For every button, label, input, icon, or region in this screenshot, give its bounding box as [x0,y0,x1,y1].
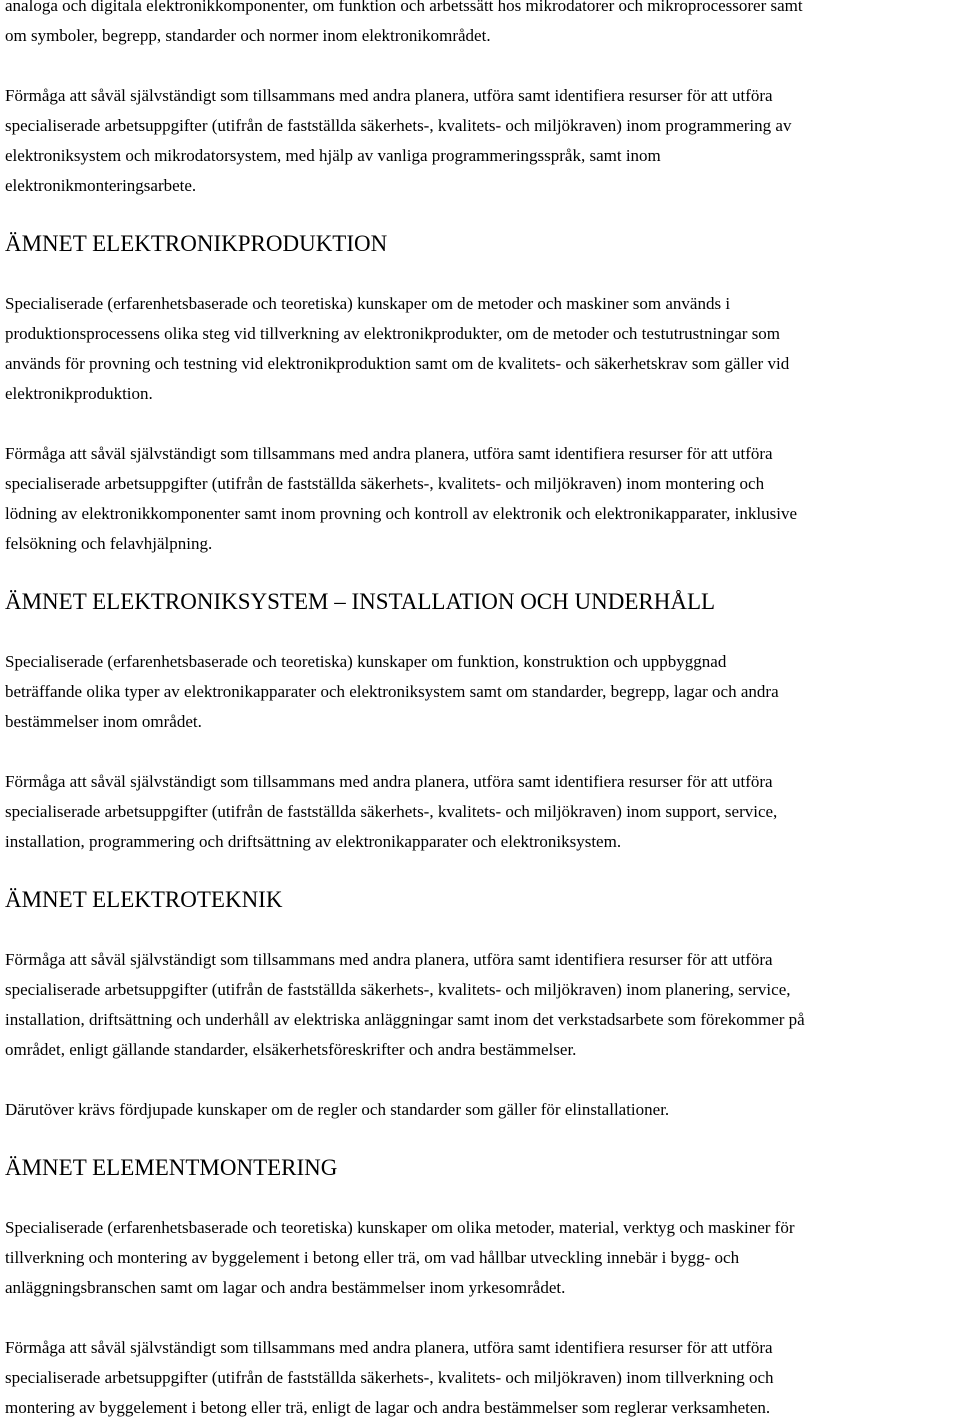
text-line: om symboler, begrepp, standarder och normer inom elektronikområdet. [5,26,491,45]
text-line: installation, programmering och driftsättning av elektronikapparater och elektroniksystem. [5,832,622,851]
text-line: Specialiserade (erfarenhetsbaserade och teoretiska) kunskaper om funktion, konstruktion och uppbyggnad [5,652,727,671]
paragraph [5,945,960,1065]
text-line: felsökning och felavhjälpning. [5,534,213,553]
text-line: elektroniksystem och mikrodatorsystem, med hjälp av vanliga programmeringsspråk, samt inom [5,146,661,165]
text-line: specialiserade arbetsuppgifter (utifrån de fastställda säkerhets-, kvalitets- och miljökraven) inom support, service, [5,802,778,821]
paragraph [5,1333,960,1423]
text-line: produktionsprocessens olika steg vid tillverkning av elektronikprodukter, om de metoder och testutrustningar som [5,324,781,343]
text-line: Därutöver krävs fördjupade kunskaper om de regler och standarder som gäller för elinstallationer. [5,1100,670,1119]
paragraph [5,1213,960,1303]
paragraph [5,647,960,737]
paragraph [5,439,960,559]
paragraph [5,81,960,201]
text-line: Förmåga att såväl självständigt som tillsammans med andra planera, utföra samt identifiera resurser för att utföra [5,950,773,969]
text-line: lödning av elektronikkomponenter samt inom provning och kontroll av elektronik och elektronikapparater, inklusive [5,504,797,523]
paragraph [5,289,960,409]
section-heading: ÄMNET ELEKTROTEKNIK [5,887,283,912]
text-line: Förmåga att såväl självständigt som tillsammans med andra planera, utföra samt identifiera resurser för att utföra [5,86,773,105]
text-line: installation, driftsättning och underhåll av elektriska anläggningar samt inom det verkstadsarbete som förekommer på [5,1010,805,1029]
text-line: Förmåga att såväl självständigt som tillsammans med andra planera, utföra samt identifiera resurser för att utföra [5,1338,773,1357]
text-line: specialiserade arbetsuppgifter (utifrån de fastställda säkerhets-, kvalitets- och miljökraven) inom montering och [5,474,765,493]
text-line: specialiserade arbetsuppgifter (utifrån de fastställda säkerhets-, kvalitets- och miljökraven) inom tillverkning och [5,1368,774,1387]
text-line: används för provning och testning vid elektronikproduktion samt om de kvalitets- och säkerhetskrav som gäller vid [5,354,790,373]
text-line: analoga och digitala elektronikkomponenter, om funktion och arbetssätt hos mikrodatorer och mikroprocessorer samt [5,0,803,15]
section-heading: ÄMNET ELEKTRONIKSYSTEM – INSTALLATION OCH UNDERHÅLL [5,589,716,614]
section-heading: ÄMNET ELEKTRONIKPRODUKTION [5,231,388,256]
text-line: Förmåga att såväl självständigt som tillsammans med andra planera, utföra samt identifiera resurser för att utföra [5,772,773,791]
text-line: specialiserade arbetsuppgifter (utifrån de fastställda säkerhets-, kvalitets- och miljökraven) inom programmering av [5,116,792,135]
paragraph [5,767,960,857]
paragraph [5,0,960,51]
paragraph [5,1095,960,1125]
text-line: specialiserade arbetsuppgifter (utifrån de fastställda säkerhets-, kvalitets- och miljökraven) inom planering, service, [5,980,791,999]
text-line: bestämmelser inom området. [5,712,202,731]
text-line: elektronikmonteringsarbete. [5,176,197,195]
text-line: elektronikproduktion. [5,384,153,403]
text-line: området, enligt gällande standarder, elsäkerhetsföreskrifter och andra bestämmelser. [5,1040,577,1059]
text-line: Specialiserade (erfarenhetsbaserade och teoretiska) kunskaper om olika metoder, material, verktyg och maskiner för [5,1218,795,1237]
section-heading: ÄMNET ELEMENTMONTERING [5,1155,338,1180]
text-line: montering av byggelement i betong eller trä, enligt de lagar och andra bestämmelser som reglerar verksamheten. [5,1398,771,1417]
text-line: Förmåga att såväl självständigt som tillsammans med andra planera, utföra samt identifiera resurser för att utföra [5,444,773,463]
text-line: beträffande olika typer av elektronikapparater och elektroniksystem samt om standarder, begrepp, lagar och andra [5,682,779,701]
text-line: tillverkning och montering av byggelement i betong eller trä, om vad hållbar utveckling innebär i bygg- och [5,1248,740,1267]
text-line: Specialiserade (erfarenhetsbaserade och teoretiska) kunskaper om de metoder och maskiner som används i [5,294,731,313]
text-line: anläggningsbranschen samt om lagar och andra bestämmelser inom yrkesområdet. [5,1278,566,1297]
